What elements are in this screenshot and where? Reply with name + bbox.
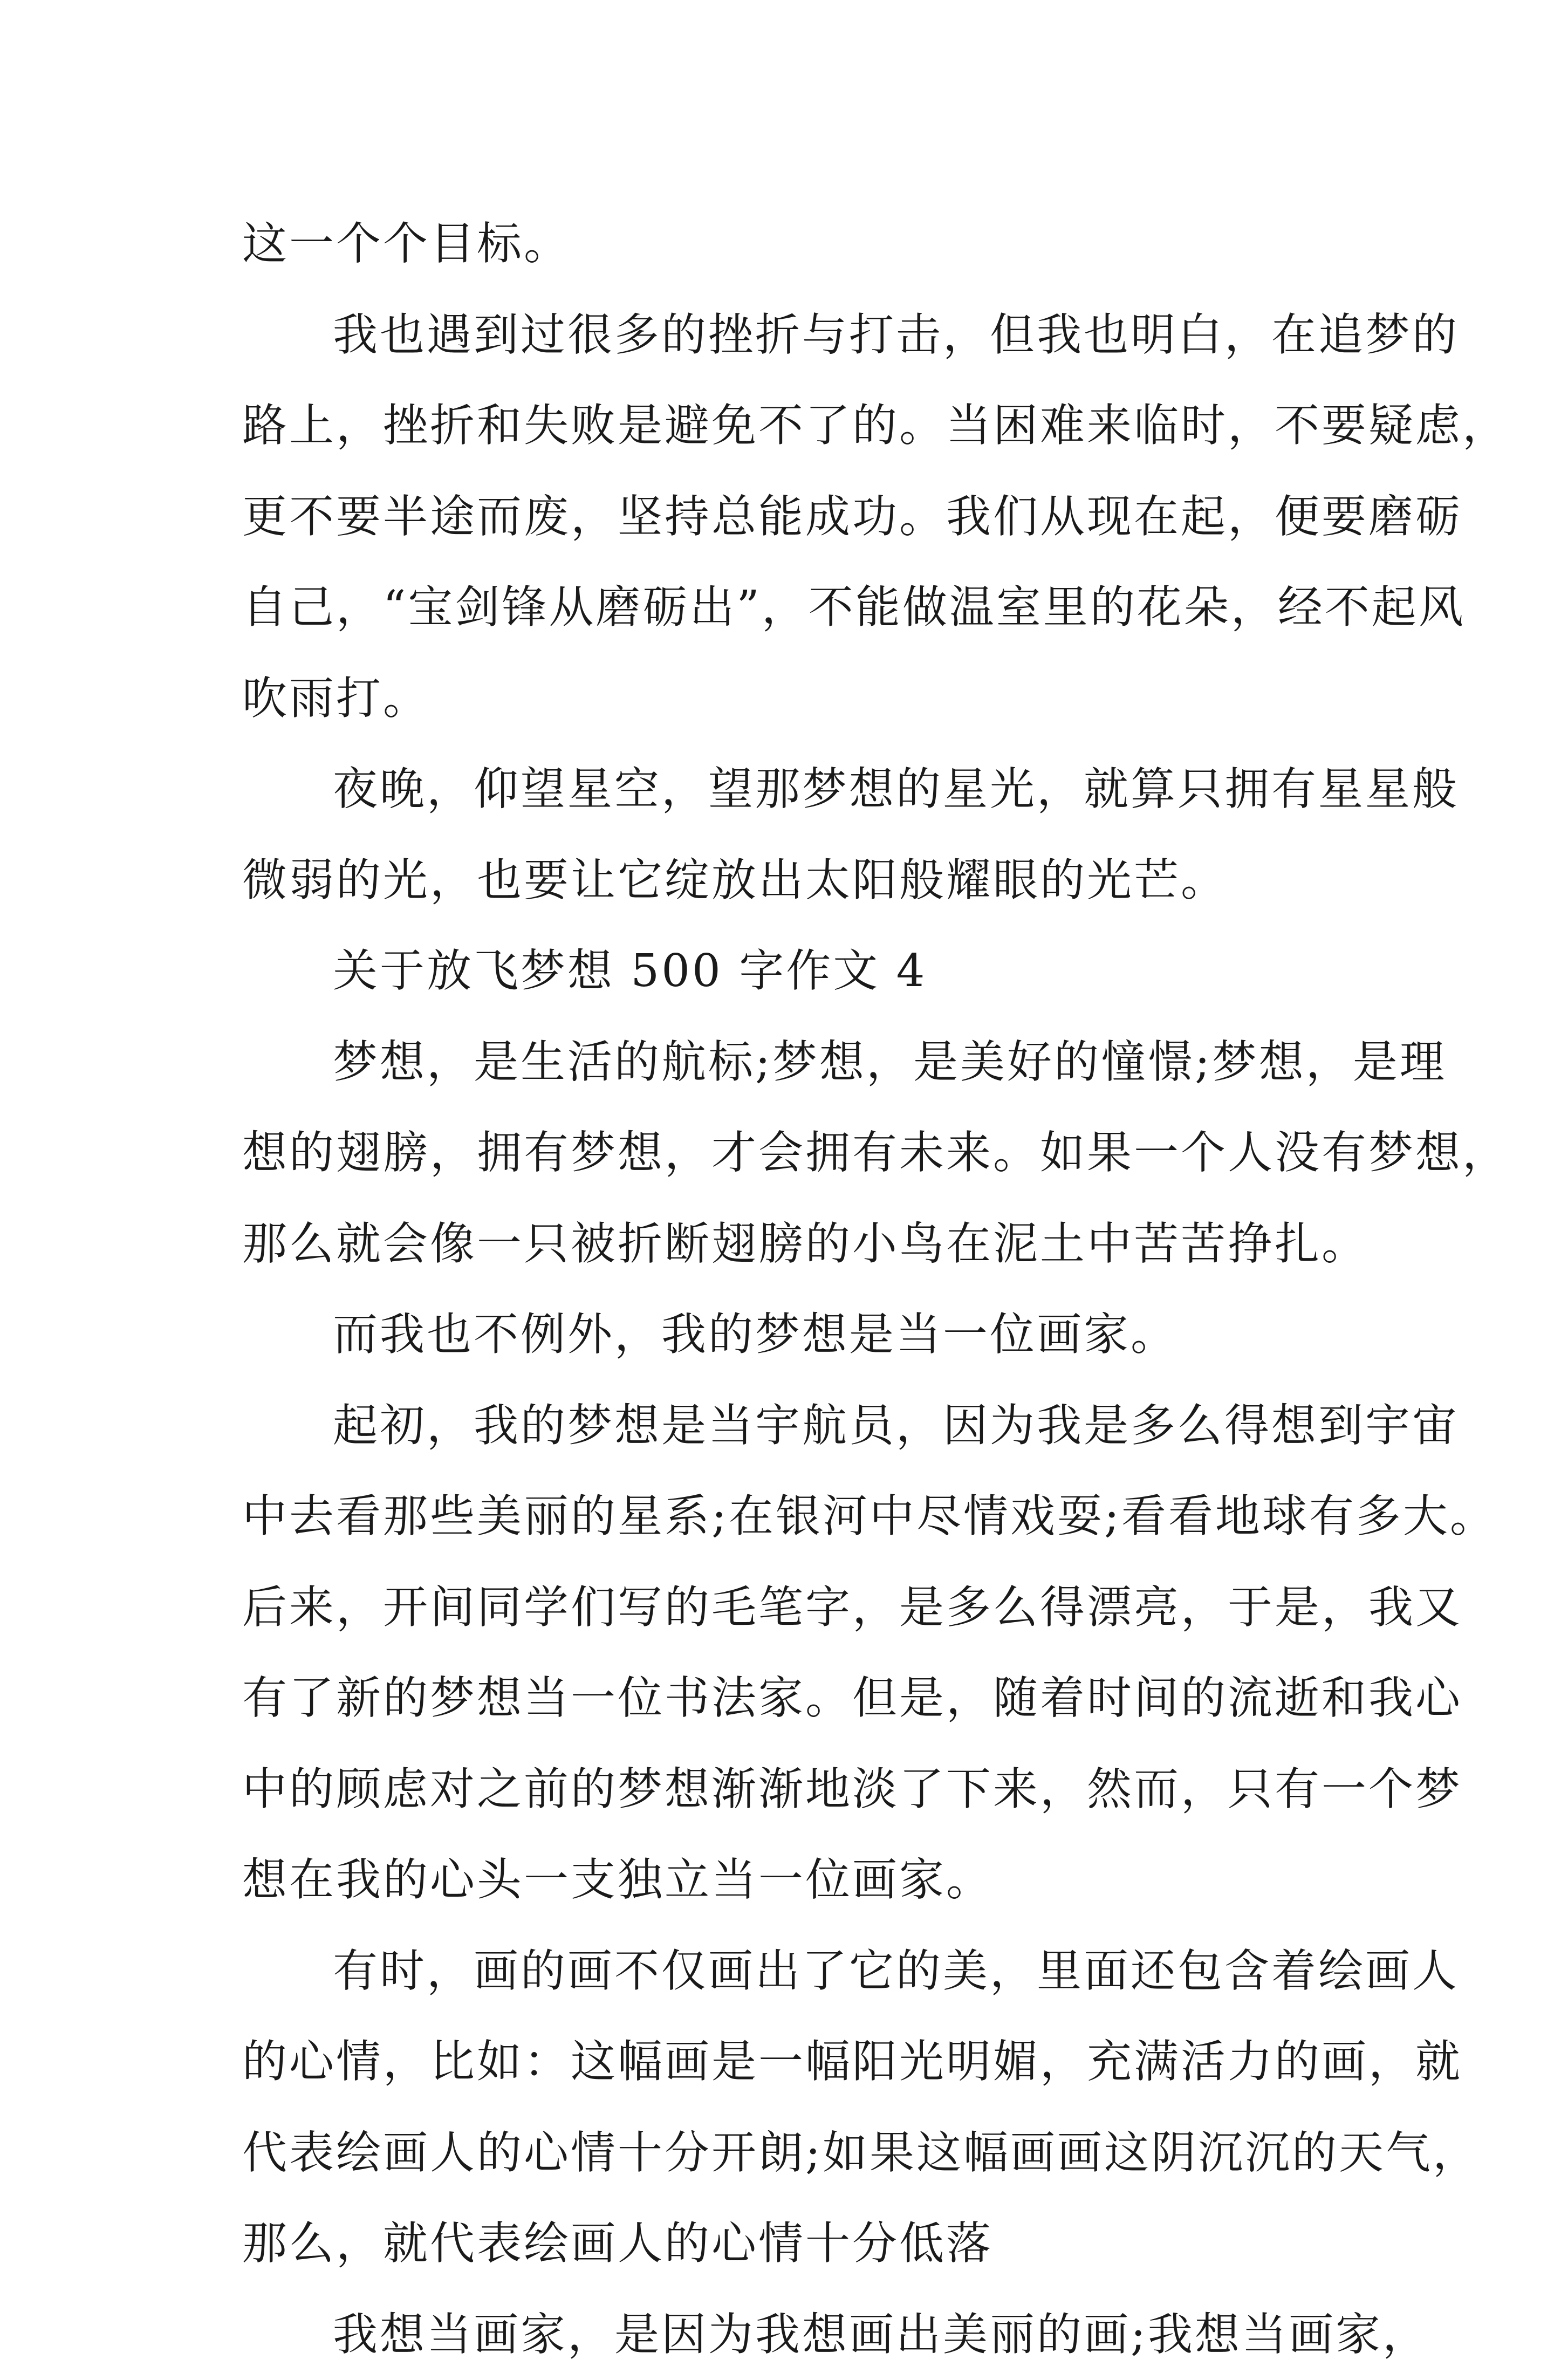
section-heading: 关于放飞梦想 500 字作文 4 [242,926,1326,1017]
text-line: 我也遇到过很多的挫折与打击，但我也明白，在追梦的 [242,290,1326,381]
text-line: 有了新的梦想当一位书法家。但是，随着时间的流逝和我心 [242,1653,1326,1744]
text-line: 后来，开间同学们写的毛笔字，是多么得漂亮，于是，我又 [242,1562,1326,1653]
text-line: 而我也不例外，我的梦想是当一位画家。 [242,1289,1326,1380]
text-line: 想在我的心头一支独立当一位画家。 [242,1835,1326,1926]
text-line: 自己，“宝剑锋从磨砺出”，不能做温室里的花朵，经不起风 [242,562,1326,653]
text-line: 路上，挫折和失败是避免不了的。当困难来临时，不要疑虑， [242,380,1326,471]
document-body [242,199,1326,2380]
text-line: 吹雨打。 [242,653,1326,744]
text-line: 有时，画的画不仅画出了它的美，里面还包含着绘画人 [242,1926,1326,2017]
text-line: 夜晚，仰望星空，望那梦想的星光，就算只拥有星星般 [242,744,1326,835]
text-line: 起初，我的梦想是当宇航员，因为我是多么得想到宇宙 [242,1380,1326,1472]
text-line: 更不要半途而废，坚持总能成功。我们从现在起，便要磨砺 [242,471,1326,563]
text-line: 的心情，比如：这幅画是一幅阳光明媚，充满活力的画，就 [242,2016,1326,2108]
text-line: 微弱的光，也要让它绽放出太阳般耀眼的光芒。 [242,835,1326,926]
text-line: 那么就会像一只被折断翅膀的小鸟在泥土中苦苦挣扎。 [242,1199,1326,1290]
text-line: 那么，就代表绘画人的心情十分低落 [242,2198,1326,2289]
text-line: 中去看那些美丽的星系;在银河中尽情戏耍;看看地球有多大。 [242,1471,1326,1562]
text-line: 这一个个目标。 [242,199,1326,290]
text-line: 我想当画家，是因为我想画出美丽的画;我想当画家， [242,2289,1326,2380]
text-line: 想的翅膀，拥有梦想，才会拥有未来。如果一个人没有梦想， [242,1107,1326,1199]
text-line: 代表绘画人的心情十分开朗;如果这幅画画这阴沉沉的天气， [242,2108,1326,2199]
text-line: 梦想，是生活的航标;梦想，是美好的憧憬;梦想，是理 [242,1017,1326,1108]
text-line: 中的顾虑对之前的梦想渐渐地淡了下来，然而，只有一个梦 [242,1744,1326,1835]
